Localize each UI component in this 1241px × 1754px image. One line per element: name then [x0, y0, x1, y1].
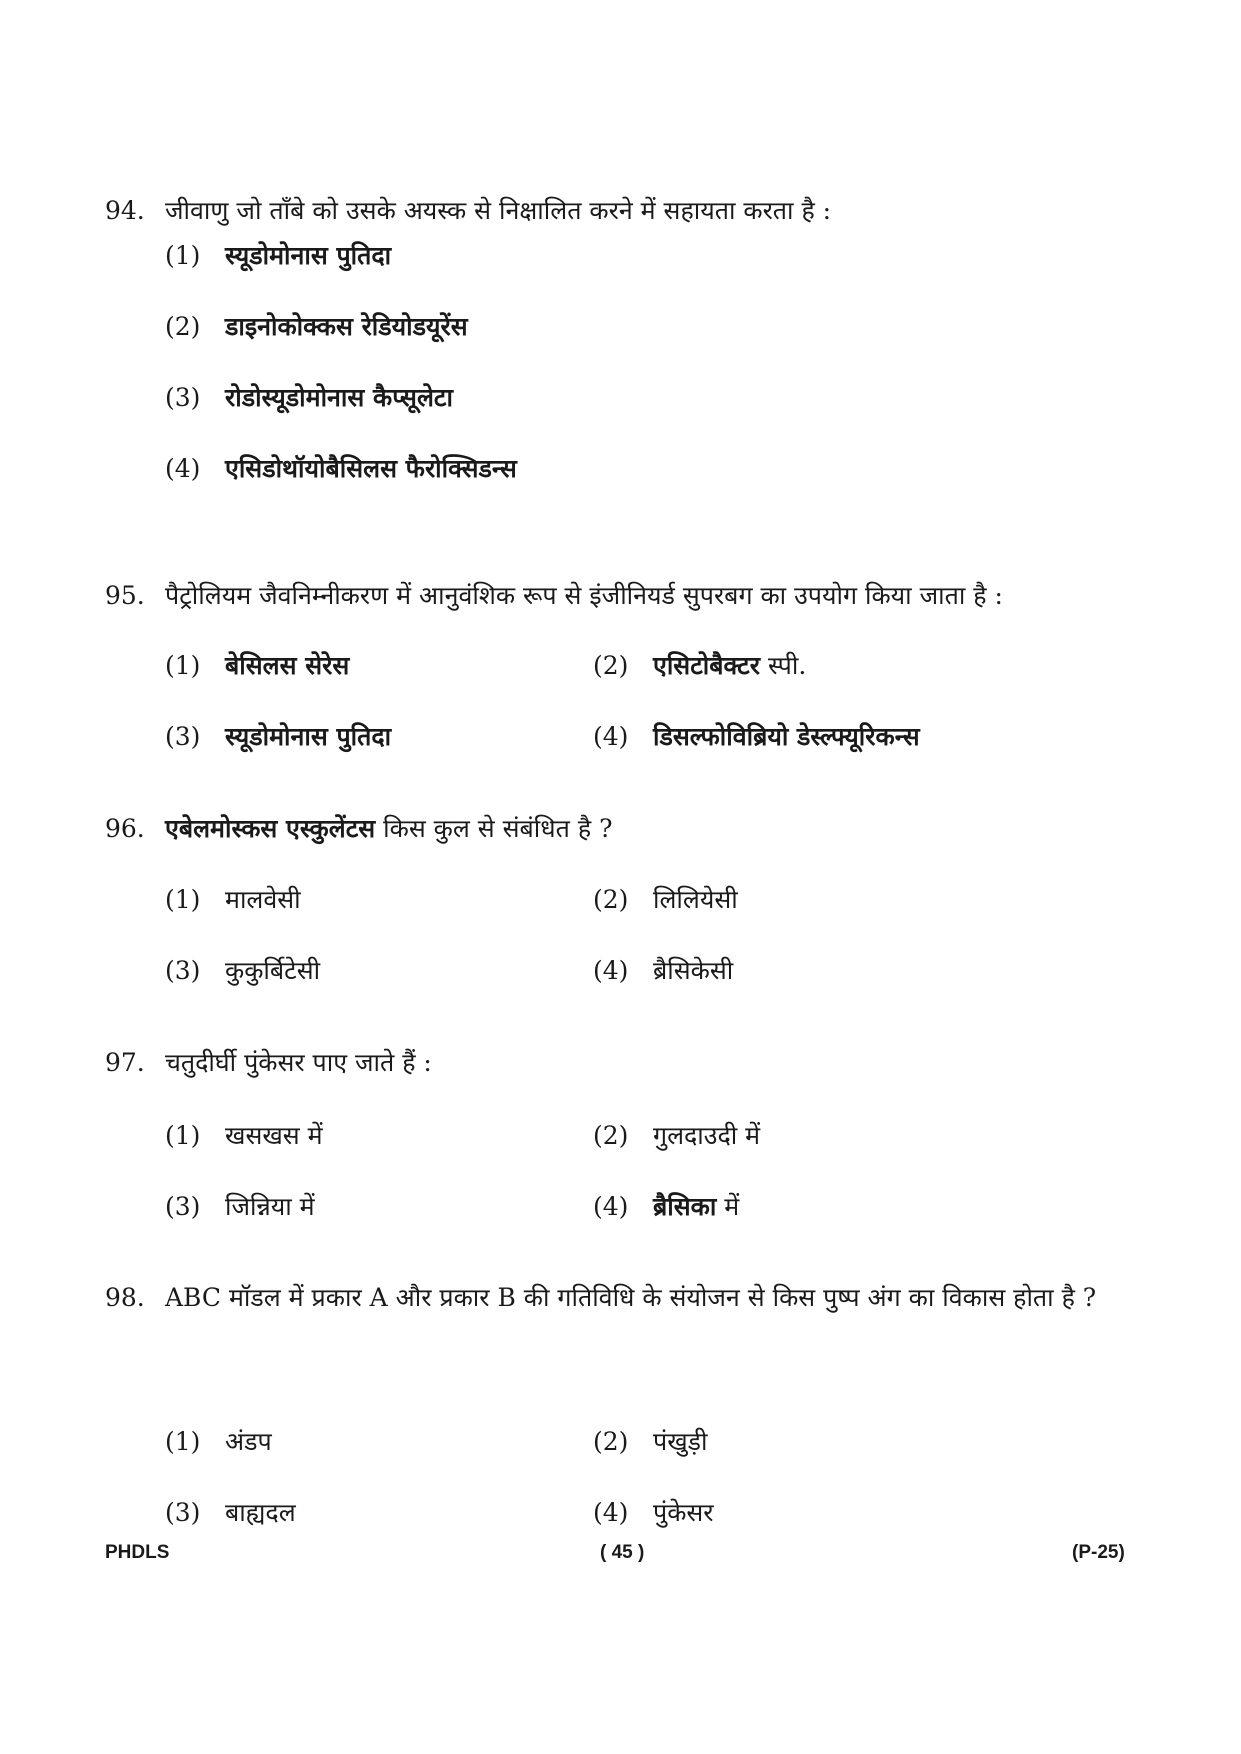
question-text — [165, 793, 1145, 865]
option-text: रोडोस्यूडोमोनास कैप्सूलेटा — [225, 383, 453, 412]
option-1 — [165, 864, 301, 935]
option-text: अंडप — [225, 1427, 272, 1456]
option-text: पुंकेसर — [653, 1498, 714, 1527]
option-text: डाइनोकोक्कस रेडियोडयूरेंस — [225, 312, 468, 341]
options-94 — [165, 220, 1145, 504]
question-text: जीवाणु जो ताँबे को उसके अयस्क से निक्षालित करने में सहायता करता है : — [165, 196, 832, 225]
option-label: (2) — [593, 1121, 629, 1150]
option-3 — [165, 1171, 315, 1242]
option-4 — [593, 701, 920, 772]
option-3 — [165, 1477, 296, 1548]
option-text: मालवेसी — [225, 885, 301, 914]
option-row — [165, 935, 1145, 1006]
question-number: 94. — [105, 196, 145, 225]
options-96 — [165, 864, 1145, 1006]
option-1 — [165, 1406, 272, 1477]
option-1 — [165, 220, 391, 291]
option-4 — [593, 1477, 714, 1548]
option-label: (4) — [593, 722, 629, 751]
option-text: एसिडोथॉयोबैसिलस फैरोक्सिडन्स — [225, 454, 517, 483]
option-2 — [593, 1406, 708, 1477]
option-row — [165, 864, 1145, 935]
question-text-bold: एबेलमोस्कस एस्कुलेंटस — [165, 814, 376, 843]
option-1 — [165, 630, 349, 701]
option-text: ब्रैसिकेसी — [653, 956, 734, 985]
option-row — [165, 1171, 1145, 1242]
option-label: (3) — [165, 1498, 201, 1527]
option-label: (4) — [165, 454, 201, 483]
option-text: खसखस में — [225, 1121, 323, 1150]
question-number: 95. — [105, 581, 145, 610]
options-95 — [165, 630, 1145, 772]
option-row — [165, 1406, 1145, 1477]
option-text: जिन्निया में — [225, 1192, 315, 1221]
question-text: पैट्रोलियम जैवनिम्नीकरण में आनुवंशिक रूप से इंजीनियर्ड सुपरबग का उपयोग किया जाता है : — [165, 581, 1003, 610]
option-row — [165, 362, 1145, 433]
option-label: (3) — [165, 1192, 201, 1221]
option-row — [165, 433, 1145, 504]
option-text: ब्रैसिका — [653, 1192, 717, 1221]
option-label: (4) — [593, 1192, 629, 1221]
option-label: (2) — [593, 1427, 629, 1456]
option-text: स्यूडोमोनास पुतिदा — [225, 722, 392, 751]
question-95 — [105, 560, 1145, 632]
option-text-rest: में — [716, 1192, 740, 1221]
option-row — [165, 701, 1145, 772]
option-row — [165, 220, 1145, 291]
option-label: (2) — [165, 312, 201, 341]
option-label: (1) — [165, 885, 201, 914]
option-label: (4) — [593, 1498, 629, 1527]
option-2 — [593, 630, 806, 701]
option-text: बाह्यदल — [225, 1498, 296, 1527]
question-text-rest: किस कुल से संबंधित है ? — [375, 814, 613, 843]
option-4 — [593, 935, 733, 1006]
options-98 — [165, 1406, 1145, 1548]
option-3 — [165, 935, 320, 1006]
footer-code: PHDLS — [105, 1542, 170, 1563]
option-2 — [593, 864, 738, 935]
option-label: (1) — [165, 1427, 201, 1456]
option-text: स्यूडोमोनास पुतिदा — [225, 241, 392, 270]
option-label: (4) — [593, 956, 629, 985]
option-1 — [165, 1100, 323, 1171]
option-label: (1) — [165, 651, 201, 680]
option-row — [165, 1100, 1145, 1171]
option-label: (1) — [165, 1121, 201, 1150]
question-number: 98. — [105, 1283, 145, 1312]
option-text-rest: स्पी. — [760, 651, 807, 680]
option-3 — [165, 701, 391, 772]
option-label: (3) — [165, 722, 201, 751]
question-text: चतुदीर्घी पुंकेसर पाए जाते हैं : — [165, 1048, 432, 1077]
option-label: (3) — [165, 383, 201, 412]
option-text: गुलदाउदी में — [653, 1121, 761, 1150]
option-2 — [165, 291, 468, 362]
option-2 — [593, 1100, 760, 1171]
option-3 — [165, 362, 453, 433]
option-text: लिलियेसी — [653, 885, 738, 914]
option-text: बेसिलस सेरेस — [225, 651, 350, 680]
option-text: एसिटोबैक्टर — [653, 651, 761, 680]
question-97 — [105, 1027, 1145, 1099]
option-4 — [165, 433, 517, 504]
paper-code: (P-25) — [1072, 1542, 1125, 1563]
option-text: पंखुड़ी — [653, 1427, 708, 1456]
options-97 — [165, 1100, 1145, 1242]
question-96 — [105, 793, 1145, 865]
question-text: ABC मॉडल में प्रकार A और प्रकार B की गतिविधि के संयोजन से किस पुष्प अंग का विकास होता है ? — [165, 1283, 1097, 1312]
page-number: ( 45 ) — [600, 1542, 645, 1563]
option-4 — [593, 1171, 739, 1242]
option-label: (1) — [165, 241, 201, 270]
option-label: (3) — [165, 956, 201, 985]
question-number: 96. — [105, 814, 145, 843]
option-text: कुकुर्बिटेसी — [225, 956, 321, 985]
option-label: (2) — [593, 651, 629, 680]
option-row — [165, 630, 1145, 701]
option-text: डिसल्फोविब्रियो डेस्ल्फ्यूरिकन्स — [653, 722, 920, 751]
question-98 — [105, 1262, 1145, 1334]
option-label: (2) — [593, 885, 629, 914]
option-row — [165, 291, 1145, 362]
question-number: 97. — [105, 1048, 145, 1077]
option-row — [165, 1477, 1145, 1548]
